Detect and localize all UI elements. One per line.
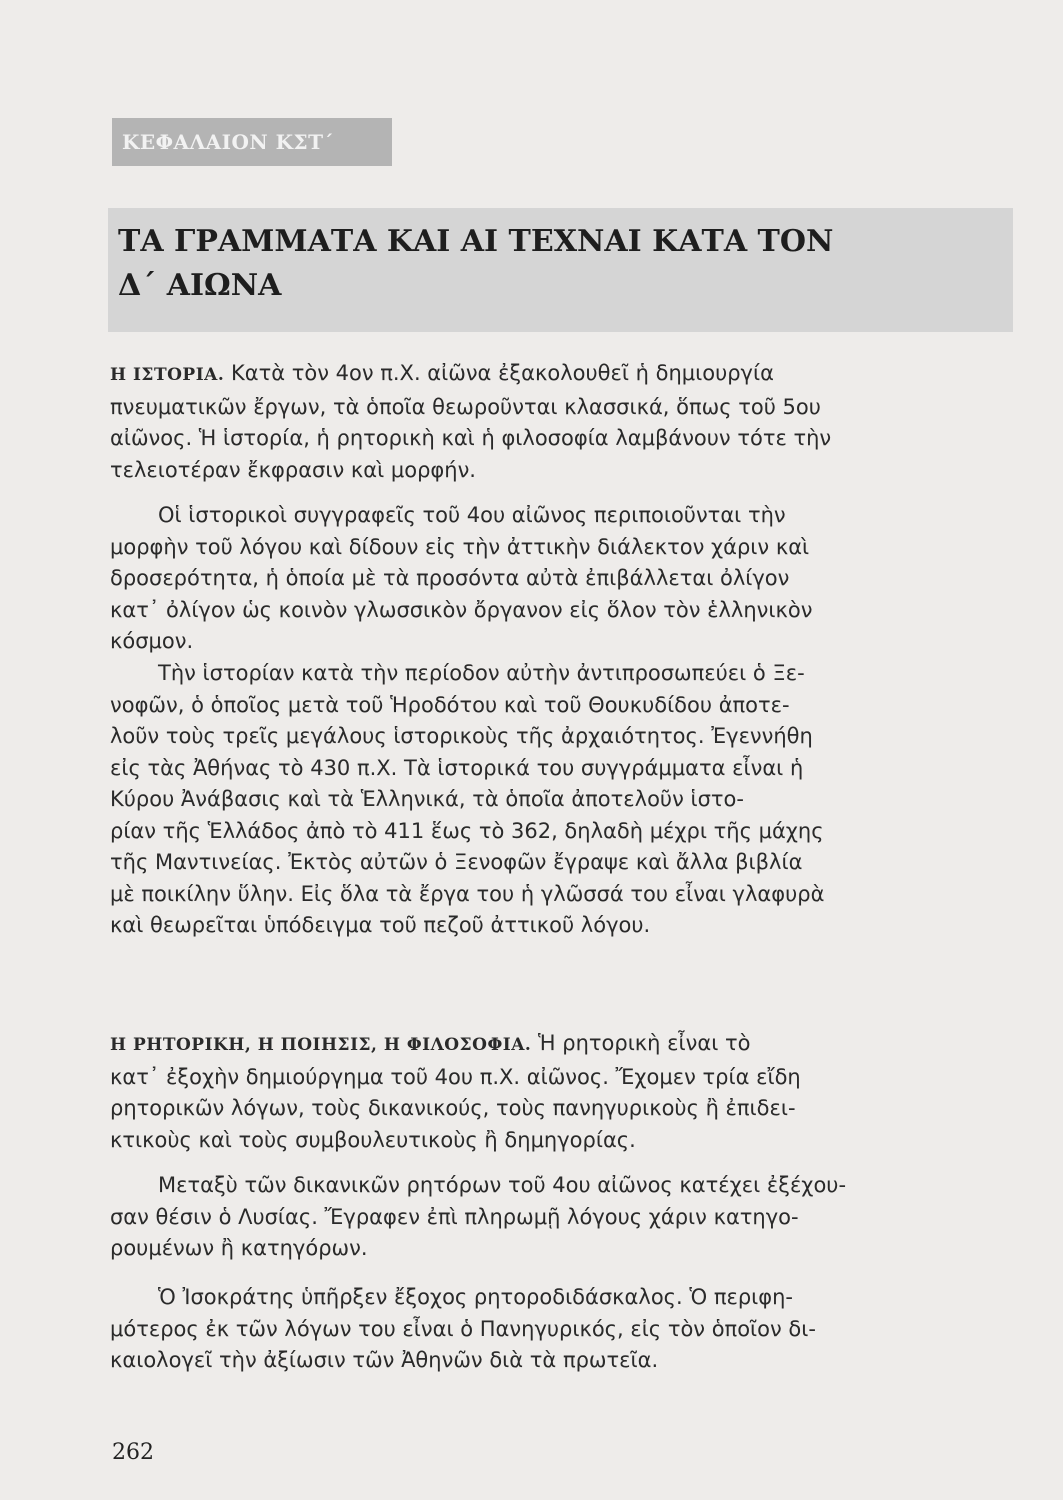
text-line: μὲ ποικίλην ὕλην. Εἰς ὅλα τὰ ἔργα του ἡ γλῶσσά του εἶναι γλαφυρὰ — [110, 881, 825, 906]
text-line: λοῦν τοὺς τρεῖς μεγάλους ἱστορικοὺς τῆς ἀρχαιότητος. Ἐγεννήθη — [110, 724, 813, 748]
text-line: Μεταξὺ τῶν δικανικῶν ρητόρων τοῦ 4ου αἰῶνος κατέχει ἐξέχου- — [158, 1173, 847, 1197]
paragraph-isocrates — [110, 1282, 970, 1377]
paragraph-lysias — [110, 1170, 970, 1265]
text-line: σαν θέσιν ὁ Λυσίας. Ἔγραφεν ἐπὶ πληρωμῇ λόγους χάριν κατηγο- — [110, 1204, 799, 1229]
page-number: 262 — [112, 1440, 154, 1465]
text-line: πνευματικῶν ἔργων, τὰ ὁποῖα θεωροῦνται κλασσικά, ὅπως τοῦ 5ου — [110, 394, 821, 419]
text-line: μορφὴν τοῦ λόγου καὶ δίδουν εἰς τὴν ἀττικὴν διάλεκτον χάριν καὶ — [110, 534, 810, 559]
chapter-label: ΚΕΦΑΛΑΙΟΝ ΚΣΤ΄ — [112, 118, 392, 166]
text-line: Ὁ Ἰσοκράτης ὑπῆρξεν ἔξοχος ρητοροδιδάσκαλος. Ὁ περιφη- — [158, 1285, 794, 1309]
text-line: κτικοὺς καὶ τοὺς συμβουλευτικοὺς ἢ δημηγορίας. — [110, 1127, 636, 1152]
text-line: ρουμένων ἢ κατηγόρων. — [110, 1236, 368, 1260]
text-fragment: Κατὰ τὸν 4ον π.Χ. αἰῶνα ἐξακολουθεῖ ἡ δημιουργία — [230, 361, 774, 385]
text-line: κόσμον. — [110, 629, 194, 653]
text-line: δροσερότητα, ἡ ὁποία μὲ τὰ προσόντα αὐτὰ ἐπιβάλλεται ὀλίγον — [110, 566, 790, 590]
paragraph-history-intro — [110, 358, 970, 486]
section-heading-rhetoric: Η ΡΗΤΟΡΙΚΗ, Η ΠΟΙΗΣΙΣ, Η ΦΙΛΟΣΟΦΙΑ. — [110, 1035, 532, 1055]
text-fragment: Ἡ ρητορικὴ εἶναι τὸ — [538, 1031, 751, 1055]
paragraph-xenophon — [110, 658, 970, 942]
text-line: τῆς Μαντινείας. Ἐκτὸς αὐτῶν ὁ Ξενοφῶν ἔγραψε καὶ ἄλλα βιβλία — [110, 850, 803, 874]
paragraph-rhetoric — [110, 1028, 970, 1156]
text-line: Τὴν ἱστορίαν κατὰ τὴν περίοδον αὐτὴν ἀντιπροσωπεύει ὁ Ξε- — [158, 661, 805, 685]
text-line: καὶ θεωρεῖται ὑπόδειγμα τοῦ πεζοῦ ἀττικοῦ λόγου. — [110, 913, 651, 937]
text-line: αἰῶνος. Ἡ ἱστορία, ἡ ρητορικὴ καὶ ἡ φιλοσοφία λαμβάνουν τότε τὴν — [110, 426, 832, 450]
text-line: καιολογεῖ τὴν ἀξίωσιν τῶν Ἀθηνῶν διὰ τὰ πρωτεῖα. — [110, 1348, 659, 1372]
section-heading-history: Η ΙΣΤΟΡΙΑ. — [110, 365, 225, 385]
text-line: ρίαν τῆς Ἑλλάδος ἀπὸ τὸ 411 ἕως τὸ 362, δηλαδὴ μέχρι τῆς μάχης — [110, 818, 824, 843]
chapter-title-line-2: Δ΄ ΑΙΩΝΑ — [118, 268, 282, 303]
text-line — [110, 1028, 970, 1062]
text-line: ρητορικῶν λόγων, τοὺς δικανικούς, τοὺς πανηγυρικοὺς ἢ ἐπιδει- — [110, 1096, 796, 1120]
text-line: Οἱ ἱστορικοὶ συγγραφεῖς τοῦ 4ου αἰῶνος περιποιοῦνται τὴν — [158, 503, 786, 527]
text-line: νοφῶν, ὁ ὁποῖος μετὰ τοῦ Ἡροδότου καὶ τοῦ Θουκυδίδου ἀποτε- — [110, 692, 790, 717]
chapter-title — [118, 220, 978, 308]
paragraph-historians — [110, 500, 970, 658]
text-line: κατ᾽ ἐξοχὴν δημιούργημα τοῦ 4ου π.Χ. αἰῶνος. Ἔχομεν τρία εἴδη — [110, 1064, 801, 1089]
text-line: εἰς τὰς Ἀθήνας τὸ 430 π.Χ. Τὰ ἱστορικά του συγγράμματα εἶναι ἡ — [110, 755, 804, 780]
text-line — [110, 358, 970, 392]
text-line: κατ᾽ ὀλίγον ὡς κοινὸν γλωσσικὸν ὄργανον εἰς ὅλον τὸν ἑλληνικὸν — [110, 597, 813, 622]
text-line: μότερος ἐκ τῶν λόγων του εἶναι ὁ Πανηγυρικός, εἰς τὸν ὁποῖον δι- — [110, 1316, 816, 1341]
text-line: Κύρου Ἀνάβασις καὶ τὰ Ἑλληνικά, τὰ ὁποῖα ἀποτελοῦν ἱστο- — [110, 787, 744, 811]
chapter-title-line-1: ΤΑ ΓΡΑΜΜΑΤΑ ΚΑΙ ΑΙ ΤΕΧΝΑΙ ΚΑΤΑ ΤΟΝ — [118, 224, 834, 259]
text-line: τελειοτέραν ἔκφρασιν καὶ μορφήν. — [110, 457, 476, 482]
